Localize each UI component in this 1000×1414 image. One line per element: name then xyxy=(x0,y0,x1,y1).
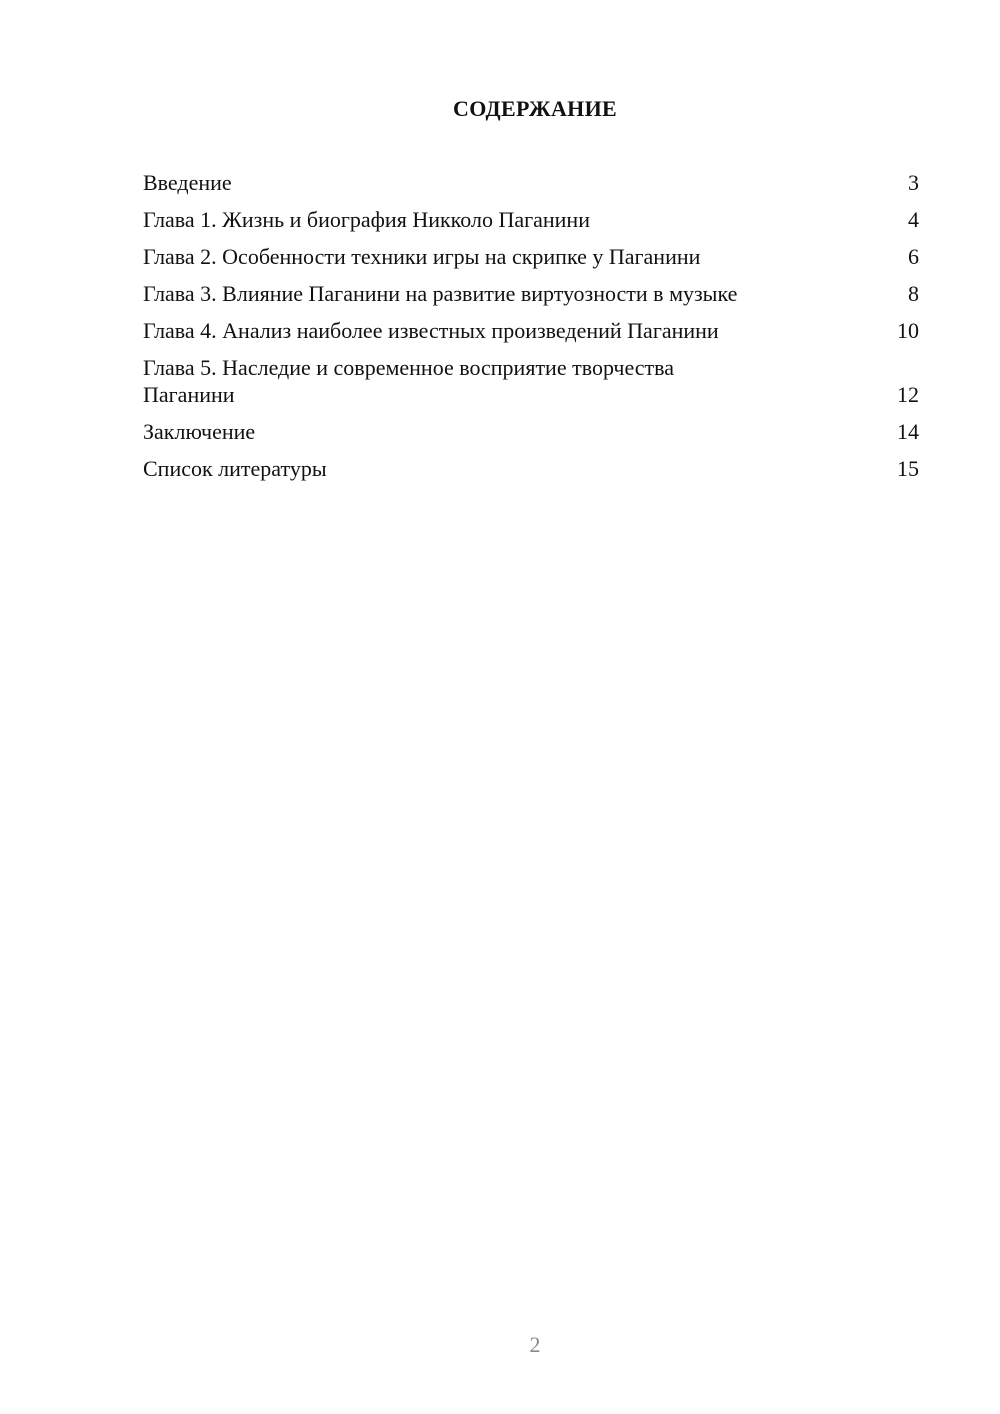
toc-entry-page: 12 xyxy=(897,382,919,407)
toc-entry-introduction xyxy=(143,169,919,196)
toc-entry-page: 15 xyxy=(897,456,919,481)
toc-entry-page: 3 xyxy=(908,170,919,195)
toc-entry-label: Глава 3. Влияние Паганини на развитие виртуозности в музыке xyxy=(143,281,738,306)
toc-entry-page: 6 xyxy=(908,244,919,269)
toc-entry-label: Глава 2. Особенности техники игры на скрипке у Паганини xyxy=(143,244,701,269)
toc-entry-chapter-4 xyxy=(143,317,919,344)
toc-entry-bibliography xyxy=(143,455,919,482)
toc-entry-page: 10 xyxy=(897,318,919,343)
toc-entry-chapter-2 xyxy=(143,243,919,270)
toc-entry-label: Глава 4. Анализ наиболее известных произведений Паганини xyxy=(143,318,719,343)
toc-entry-page: 14 xyxy=(897,419,919,444)
toc-entry-chapter-5 xyxy=(143,354,919,408)
toc-entry-label: Глава 5. Наследие и современное восприятие творчества Паганини xyxy=(143,355,675,407)
toc-entry-label: Список литературы xyxy=(143,456,327,481)
toc-entry-page: 4 xyxy=(908,207,919,232)
toc-entry-label: Введение xyxy=(143,170,232,195)
toc-entry-conclusion xyxy=(143,418,919,445)
toc-entry-label: Заключение xyxy=(143,419,256,444)
table-of-contents xyxy=(143,169,919,492)
toc-entry-label: Глава 1. Жизнь и биография Никколо Паганини xyxy=(143,207,590,232)
toc-entry-page: 8 xyxy=(908,281,919,306)
toc-entry-chapter-1 xyxy=(143,206,919,233)
toc-entry-chapter-3 xyxy=(143,280,919,307)
toc-title: СОДЕРЖАНИЕ xyxy=(453,96,617,121)
page-number: 2 xyxy=(529,1332,541,1357)
